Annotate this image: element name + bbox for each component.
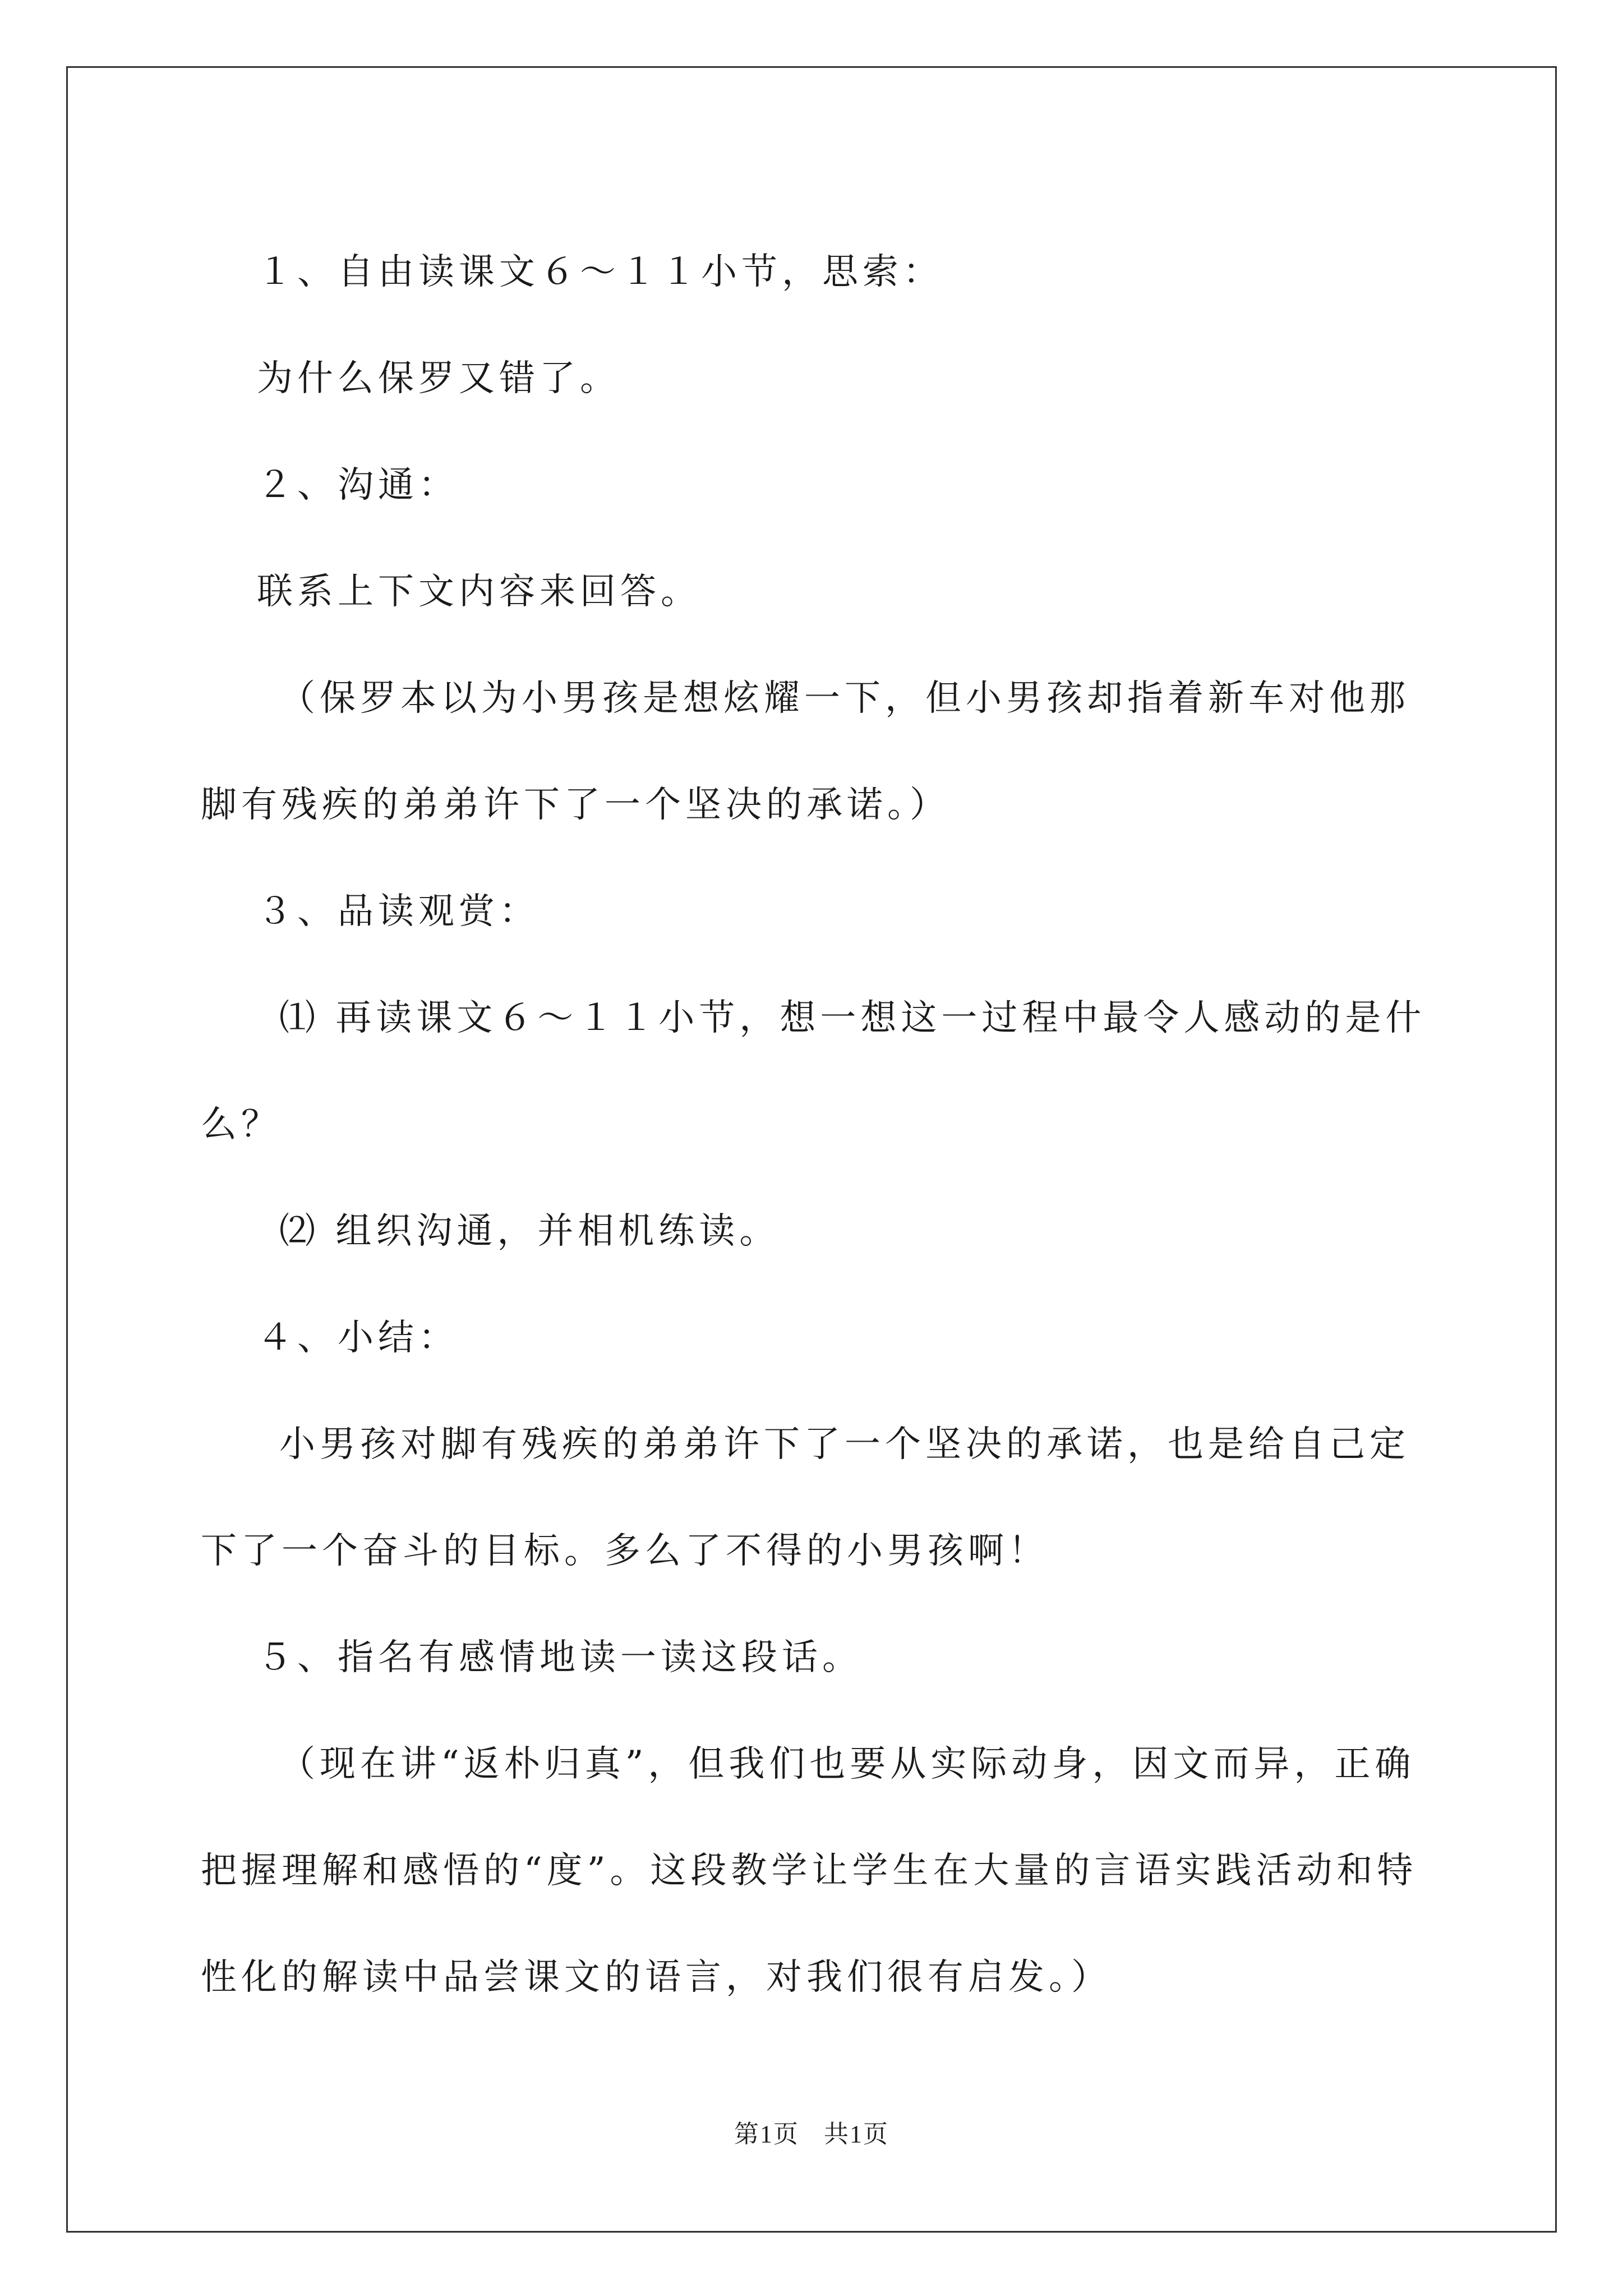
paragraph-1: １、自由读课文６～１１小节，思索： [257,251,943,293]
paragraph-10: 小男孩对脚有残疾的弟弟许下了一个坚决的承诺，也是给自己定下了一个奋斗的目标。多么了不得的小男孩啊！ [201,1424,1410,1572]
page-number-total: 共1页 [824,2120,889,2148]
page-number-current: 第1页 [734,2120,799,2148]
document-body [201,219,1432,2031]
paragraph-2: 为什么保罗又错了。 [257,358,620,399]
paragraph-11: ５、指名有感情地读一读这段话。 [257,1637,863,1678]
paragraph-4: 联系上下文内容来回答。 [257,571,701,613]
paragraph-7: ⑴ 再读课文６～１１小节，想一想这一过程中最令人感动的是什么？ [201,997,1426,1145]
paragraph-5: （保罗本以为小男孩是想炫耀一下，但小男孩却指着新车对他那脚有残疾的弟弟许下了一个坚决的承诺。） [201,678,1410,826]
paragraph-12: （现在讲“返朴归真”，但我们也要从实际动身，因文而异，正确把握理解和感悟的“度”。这段教学让学生在大量的言语实践活动和特性化的解读中品尝课文的语言，对我们很有启发。） [201,1743,1418,1998]
paragraph-6: ３、品读观赏： [257,891,540,932]
paragraph-9: ４、小结： [257,1317,459,1359]
paragraph-8: ⑵ 组织沟通，并相机练读。 [279,1211,780,1252]
paragraph-3: ２、沟通： [257,464,459,506]
page-footer [0,2114,1623,2150]
